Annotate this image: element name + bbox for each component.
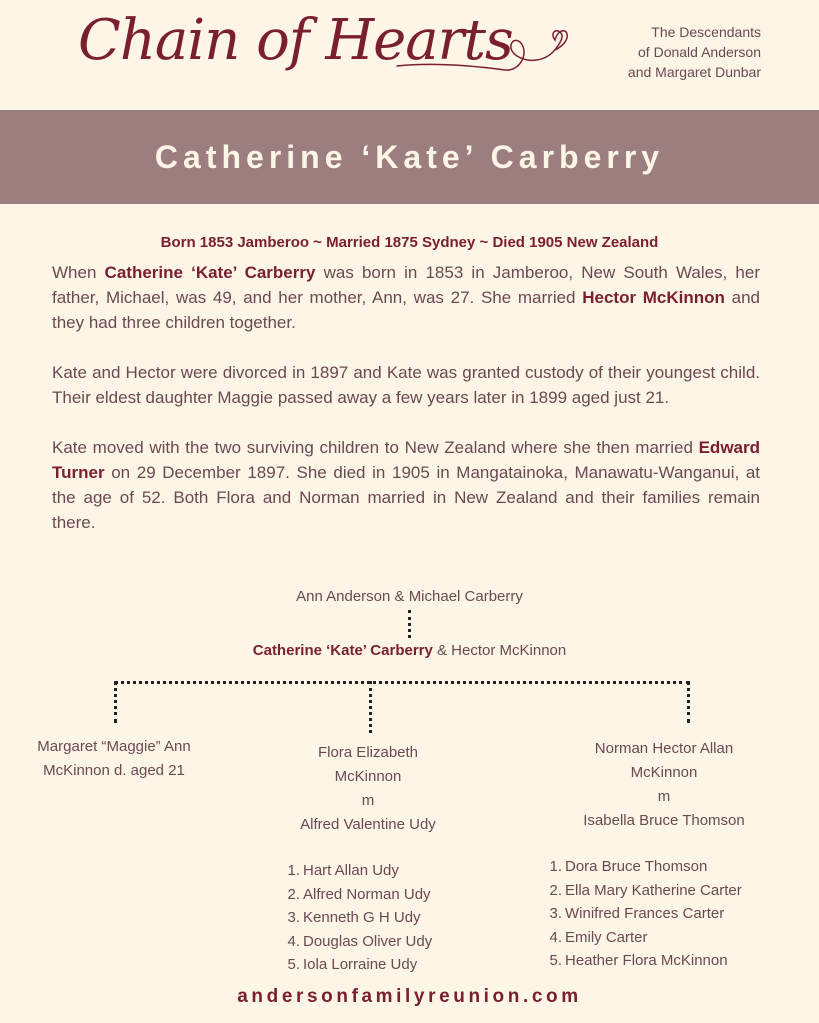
tagline-line-1: The Descendants bbox=[651, 24, 761, 40]
subject-name: Catherine ‘Kate’ Carberry bbox=[104, 263, 316, 282]
child-margaret bbox=[0, 735, 228, 783]
bio-paragraph-2: Kate and Hector were divorced in 1897 and Kate was granted custody of their youngest child. Their eldest daughter Maggie passed away a few years later in 1899 aged just 21. bbox=[52, 363, 760, 407]
grandchild-name: Heather Flora McKinnon bbox=[565, 952, 728, 969]
grandchild-name: Hart Allan Udy bbox=[303, 862, 399, 879]
grandchild-name: Winifred Frances Carter bbox=[565, 905, 725, 922]
bio-paragraph-3 bbox=[52, 435, 760, 535]
flora-children-list bbox=[284, 859, 432, 977]
child-norman bbox=[554, 737, 774, 833]
tree-parents: Ann Anderson & Michael Carberry bbox=[296, 588, 523, 605]
tree-subject-name: Catherine ‘Kate’ Carberry bbox=[252, 642, 433, 659]
bio-text: on 29 December 1897. She died in 1905 in Mangatainoka, Manawatu-Wanganui, at the age of 52. Both Flora and Norman married in New Zealand and their families remain there. bbox=[52, 463, 760, 532]
child-flora bbox=[260, 741, 476, 837]
grandchild-name: Alfred Norman Udy bbox=[303, 885, 431, 903]
married-marker: m bbox=[361, 792, 375, 809]
tree-connector-child-1 bbox=[114, 681, 117, 723]
norman-children-list bbox=[546, 855, 742, 973]
tree-connector-child-3 bbox=[687, 681, 690, 723]
grandchild-name: Dora Bruce Thomson bbox=[565, 858, 708, 875]
tree-connector-children bbox=[114, 681, 690, 684]
second-spouse-name: Edward Turner bbox=[52, 438, 760, 482]
child-name-line: McKinnon d. aged 21 bbox=[43, 762, 185, 779]
grandchild-name: Kenneth G H Udy bbox=[303, 909, 421, 926]
life-events-subheading: Born 1853 Jamberoo ~ Married 1875 Sydney ~ Died 1905 New Zealand bbox=[160, 234, 659, 251]
tree-subject bbox=[0, 639, 819, 663]
list-item: 4. Emily Carter bbox=[549, 928, 648, 946]
list-item: 1. Dora Bruce Thomson bbox=[549, 858, 708, 875]
child-name-line: McKinnon bbox=[630, 764, 698, 781]
child-spouse: Isabella Bruce Thomson bbox=[583, 812, 745, 829]
list-item: 5. Heather Flora McKinnon bbox=[549, 952, 728, 969]
child-spouse: Alfred Valentine Udy bbox=[300, 816, 436, 833]
tagline-line-2: of Donald Anderson bbox=[638, 44, 761, 60]
bio-text: Kate moved with the two surviving children to New Zealand where she then married bbox=[52, 438, 699, 457]
list-item: 2. Ella Mary Katherine Carter bbox=[549, 881, 742, 899]
list-item: 5. Iola Lorraine Udy bbox=[287, 956, 418, 973]
grandchild-name: Emily Carter bbox=[565, 928, 648, 946]
spouse-name: Hector McKinnon bbox=[582, 288, 725, 307]
grandchild-name: Douglas Oliver Udy bbox=[303, 932, 433, 950]
list-item: 3. Winifred Frances Carter bbox=[549, 905, 725, 922]
married-marker: m bbox=[657, 788, 671, 805]
child-name-line: McKinnon bbox=[334, 768, 402, 785]
bio-paragraph-1 bbox=[52, 260, 760, 335]
title-banner bbox=[0, 110, 819, 204]
bio-text: and they had three children together. bbox=[52, 288, 760, 332]
tagline bbox=[541, 22, 761, 82]
child-name-line: Norman Hector Allan bbox=[594, 740, 734, 757]
chain-of-hearts-logo: Chain of Hearts bbox=[78, 8, 513, 73]
page-title: Catherine ‘Kate’ Carberry bbox=[154, 138, 665, 175]
list-item: 1. Hart Allan Udy bbox=[287, 862, 399, 879]
tagline-line-3: and Margaret Dunbar bbox=[627, 64, 761, 80]
tree-connector-child-2 bbox=[369, 681, 372, 733]
list-item: 3. Kenneth G H Udy bbox=[287, 909, 421, 926]
tree-subject-spouse: & Hector McKinnon bbox=[432, 642, 567, 659]
list-item: 2. Alfred Norman Udy bbox=[287, 885, 431, 903]
child-name-line: Flora Elizabeth bbox=[317, 744, 419, 761]
grandchild-name: Iola Lorraine Udy bbox=[303, 956, 418, 973]
tree-connector-parents bbox=[408, 610, 411, 638]
biography bbox=[52, 260, 760, 560]
child-name-line: Margaret “Maggie” Ann bbox=[37, 738, 191, 755]
grandchild-name: Ella Mary Katherine Carter bbox=[565, 881, 742, 899]
bio-text: was born in 1853 in Jamberoo, New South Wales, her father, Michael, was 49, and her mother, Ann, was 27. She married bbox=[52, 263, 760, 307]
bio-text: When bbox=[52, 263, 105, 282]
website-footer: andersonfamilyreunion.com bbox=[237, 986, 582, 1007]
list-item: 4. Douglas Oliver Udy bbox=[287, 932, 433, 950]
